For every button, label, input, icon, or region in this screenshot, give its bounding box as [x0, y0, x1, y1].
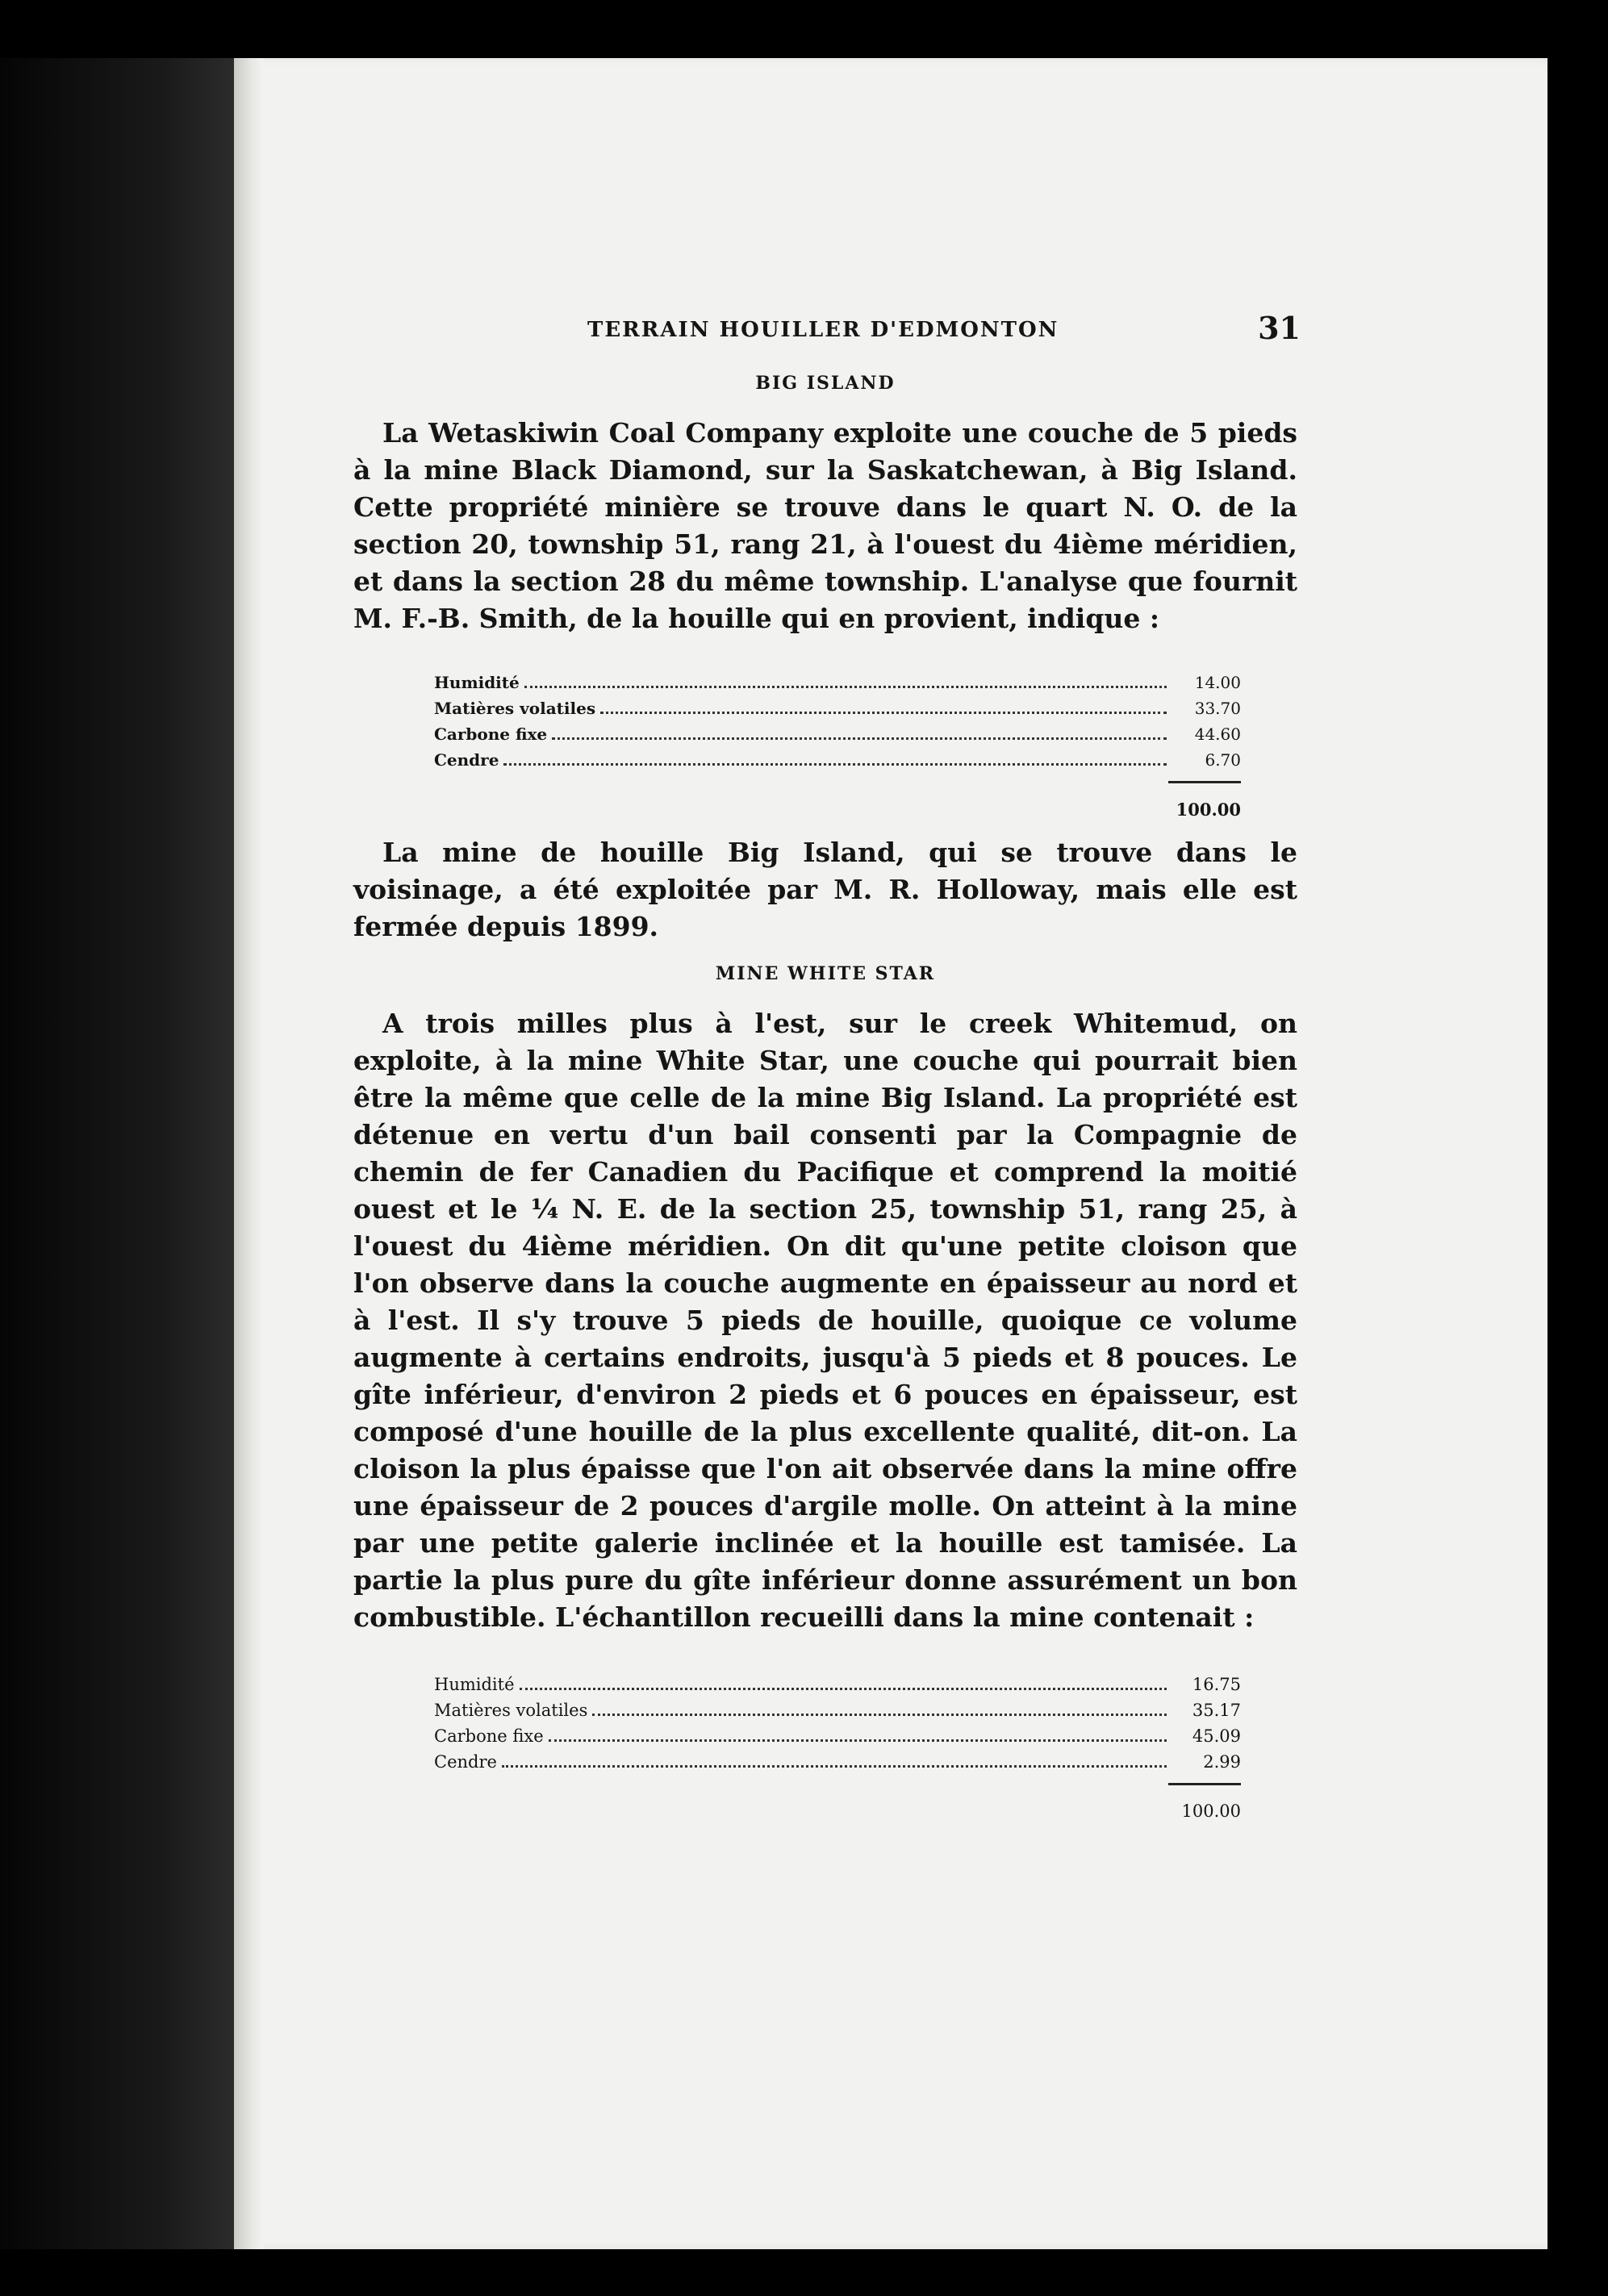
analysis-value: 44.60: [1194, 724, 1241, 744]
paragraph-white-star: A trois milles plus à l'est, sur le creek Whitemud, on exploite, à la mine White Star, une couche qui pourrait bien être la même que celle de la mine Big Island. La propriété est détenue en vertu d'un bail consenti par la Compagnie de chemin de fer Canadien du Pacifique et comprend la moitié ouest et le ¼ N. E. de la section 25, township 51, rang 25, à l'ouest du 4ième méridien. On dit qu'une petite cloison que l'on observe dans la couche augmente en épaisseur au nord et à l'est. Il s'y trouve 5 pieds de houille, quoique ce volume augmente à certains endroits, jusqu'à 5 pieds et 8 pouces. Le gîte inférieur, d'environ 2 pieds et 6 pouces en épaisseur, est composé d'une houille de la plus excellente qualité, dit-on. La cloison la plus épaisse que l'on ait observée dans la mine offre une épaisseur de 2 pouces d'argile molle. On atteint à la mine par une petite galerie inclinée et la houille est tamisée. La partie la plus pure du gîte inférieur donne assurément un bon combustible. L'échantillon recueilli dans la mine contenait :: [353, 1008, 1297, 1633]
paragraph-big-island: La Wetaskiwin Coal Company exploite une couche de 5 pieds à la mine Black Diamond, sur la Saskatchewan, à Big Island. Cette propriété minière se trouve dans le quart N. O. de la section 20, township 51, rang 21, à l'ouest du 4ième méridien, et dans la section 28 du même township. L'analyse que fournit M. F.-B. Smith, de la houille qui en provient, indique :: [353, 417, 1297, 634]
running-title: TERRAIN HOUILLER D'EDMONTON: [587, 318, 1059, 342]
analysis-table-white-star: [434, 1675, 1241, 1821]
analysis-row: [434, 1752, 1241, 1778]
analysis-label: Humidité: [434, 673, 520, 692]
analysis-value: 6.70: [1205, 750, 1241, 770]
analysis-value: 45.09: [1192, 1726, 1241, 1746]
analysis-total: 100.00: [1181, 1801, 1241, 1821]
paragraph-holloway: La mine de houille Big Island, qui se trouve dans le voisinage, a été exploitée par M. R. Holloway, mais elle est fermée depuis 1899.: [353, 837, 1297, 942]
analysis-value: 35.17: [1192, 1701, 1241, 1720]
analysis-label: Matières volatiles: [434, 1701, 588, 1720]
leader-dots: [520, 1688, 1167, 1690]
analysis-value: 2.99: [1203, 1752, 1241, 1772]
leader-dots: [503, 763, 1167, 766]
leader-dots: [549, 1739, 1167, 1742]
leader-dots: [600, 712, 1167, 714]
running-head: [353, 307, 1301, 355]
analysis-label: Matières volatiles: [434, 699, 596, 718]
analysis-table-big-island: [434, 673, 1241, 820]
analysis-row: [434, 699, 1241, 724]
analysis-row: [434, 1675, 1241, 1701]
leader-dots: [552, 737, 1167, 740]
leader-dots: [502, 1765, 1167, 1768]
total-rule: [1168, 781, 1241, 783]
analysis-value: 14.00: [1194, 673, 1241, 692]
page-gutter: [234, 58, 263, 2249]
analysis-label: Cendre: [434, 750, 499, 770]
page-content: [353, 307, 1301, 1835]
analysis-row: [434, 1726, 1241, 1752]
analysis-value: 33.70: [1194, 699, 1241, 718]
analysis-value: 16.75: [1192, 1675, 1241, 1694]
leader-dots: [592, 1714, 1167, 1716]
total-rule: [1168, 1783, 1241, 1785]
page-number: 31: [1258, 310, 1301, 346]
section-heading-big-island: BIG ISLAND: [755, 373, 896, 394]
analysis-row: [434, 724, 1241, 750]
analysis-row: [434, 673, 1241, 699]
analysis-label: Cendre: [434, 1752, 497, 1772]
analysis-label: Carbone fixe: [434, 1726, 544, 1746]
left-page-shadow: [0, 58, 234, 2249]
leader-dots: [524, 686, 1167, 688]
analysis-label: Humidité: [434, 1675, 515, 1694]
analysis-label: Carbone fixe: [434, 724, 548, 744]
analysis-row: [434, 750, 1241, 776]
analysis-row: [434, 1701, 1241, 1726]
analysis-total: 100.00: [1176, 799, 1241, 820]
section-heading-white-star: MINE WHITE STAR: [715, 963, 936, 984]
